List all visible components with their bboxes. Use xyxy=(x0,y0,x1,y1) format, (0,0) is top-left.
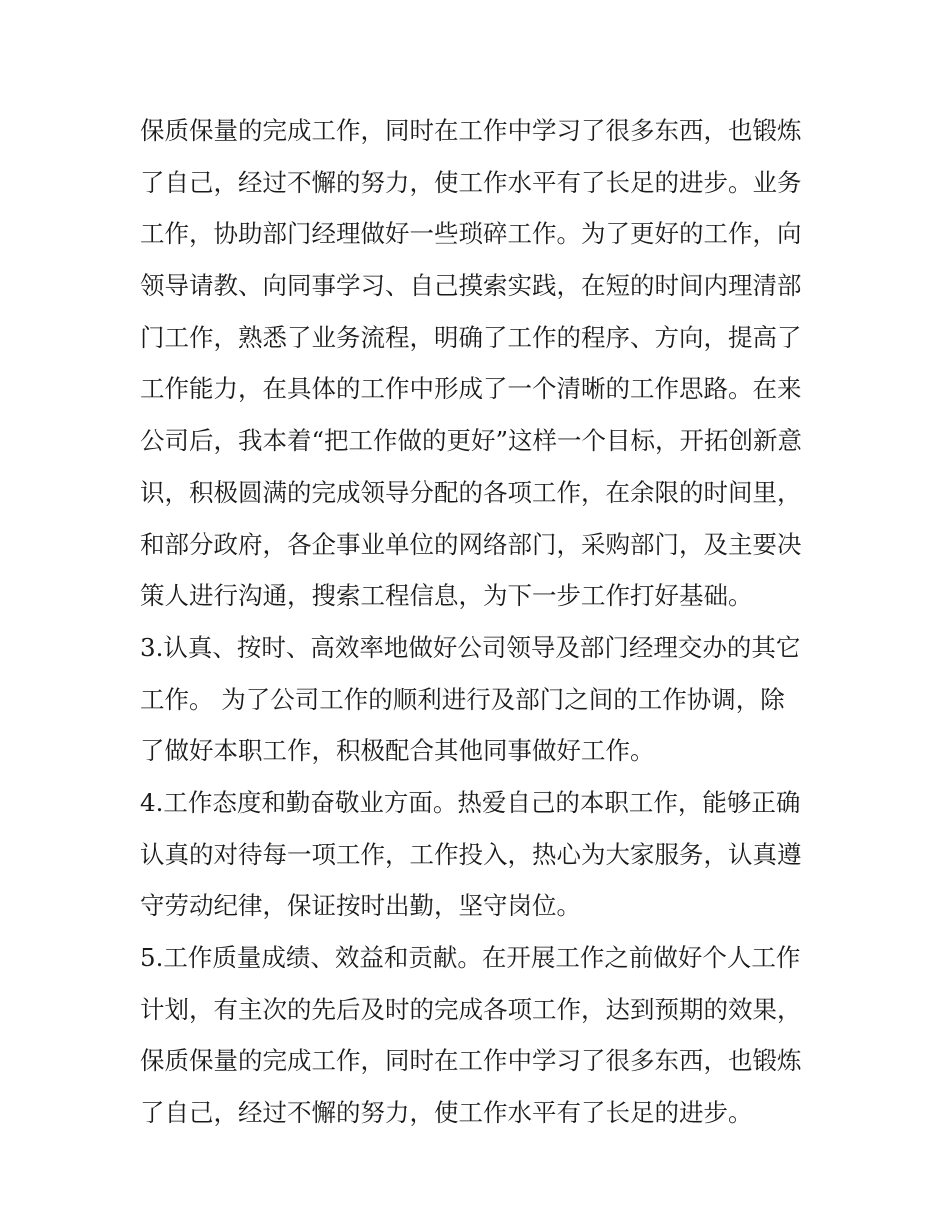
document-body xyxy=(140,105,820,1139)
list-item-5-line: 5.工作质量成绩、效益和贡献。在开展工作之前做好个人工作 xyxy=(140,943,801,972)
text-line: 工作，协助部门经理做好一些琐碎工作。为了更好的工作，向 xyxy=(140,219,802,249)
text-line: 策人进行沟通，搜索工程信息，为下一步工作打好基础。 xyxy=(140,581,753,611)
list-item-3-line: 3.认真、按时、高效率地做好公司领导及部门经理交办的其它 xyxy=(140,632,801,662)
text-line: 公司后，我本着“把工作做的更好”这样一个目标，开拓创新意 xyxy=(140,426,803,456)
text-line: 门工作，熟悉了业务流程，明确了工作的程序、方向，提高了 xyxy=(140,322,802,352)
text-line: 工作。 为了公司工作的顺利进行及部门之间的工作协调，除 xyxy=(140,684,785,714)
text-line: 认真的对待每一项工作，工作投入，热心为大家服务，认真遵 xyxy=(140,839,802,869)
list-item-4-line: 4.工作态度和勤奋敬业方面。热爱自己的本职工作，能够正确 xyxy=(140,787,801,817)
text-line: 识，积极圆满的完成领导分配的各项工作，在余限的时间里， xyxy=(140,477,802,507)
text-line: 保质保量的完成工作，同时在工作中学习了很多东西，也锻炼 xyxy=(140,116,802,145)
text-line: 了自己，经过不懈的努力，使工作水平有了长足的进步。 xyxy=(140,1098,753,1128)
text-line: 工作能力，在具体的工作中形成了一个清晰的工作思路。在来 xyxy=(140,374,802,404)
text-line: 领导请教、向同事学习、自己摸索实践，在短的时间内理清部 xyxy=(140,271,802,301)
text-line: 守劳动纪律，保证按时出勤，坚守岗位。 xyxy=(140,891,581,921)
text-line: 计划，有主次的先后及时的完成各项工作，达到预期的效果， xyxy=(140,994,802,1024)
text-line: 保质保量的完成工作，同时在工作中学习了很多东西，也锻炼 xyxy=(140,1046,802,1076)
text-line: 和部分政府，各企事业单位的网络部门，采购部门，及主要决 xyxy=(140,529,802,559)
text-line: 了自己，经过不懈的努力，使工作水平有了长足的进步。业务 xyxy=(140,167,802,197)
text-line: 了做好本职工作，积极配合其他同事做好工作。 xyxy=(140,736,655,766)
